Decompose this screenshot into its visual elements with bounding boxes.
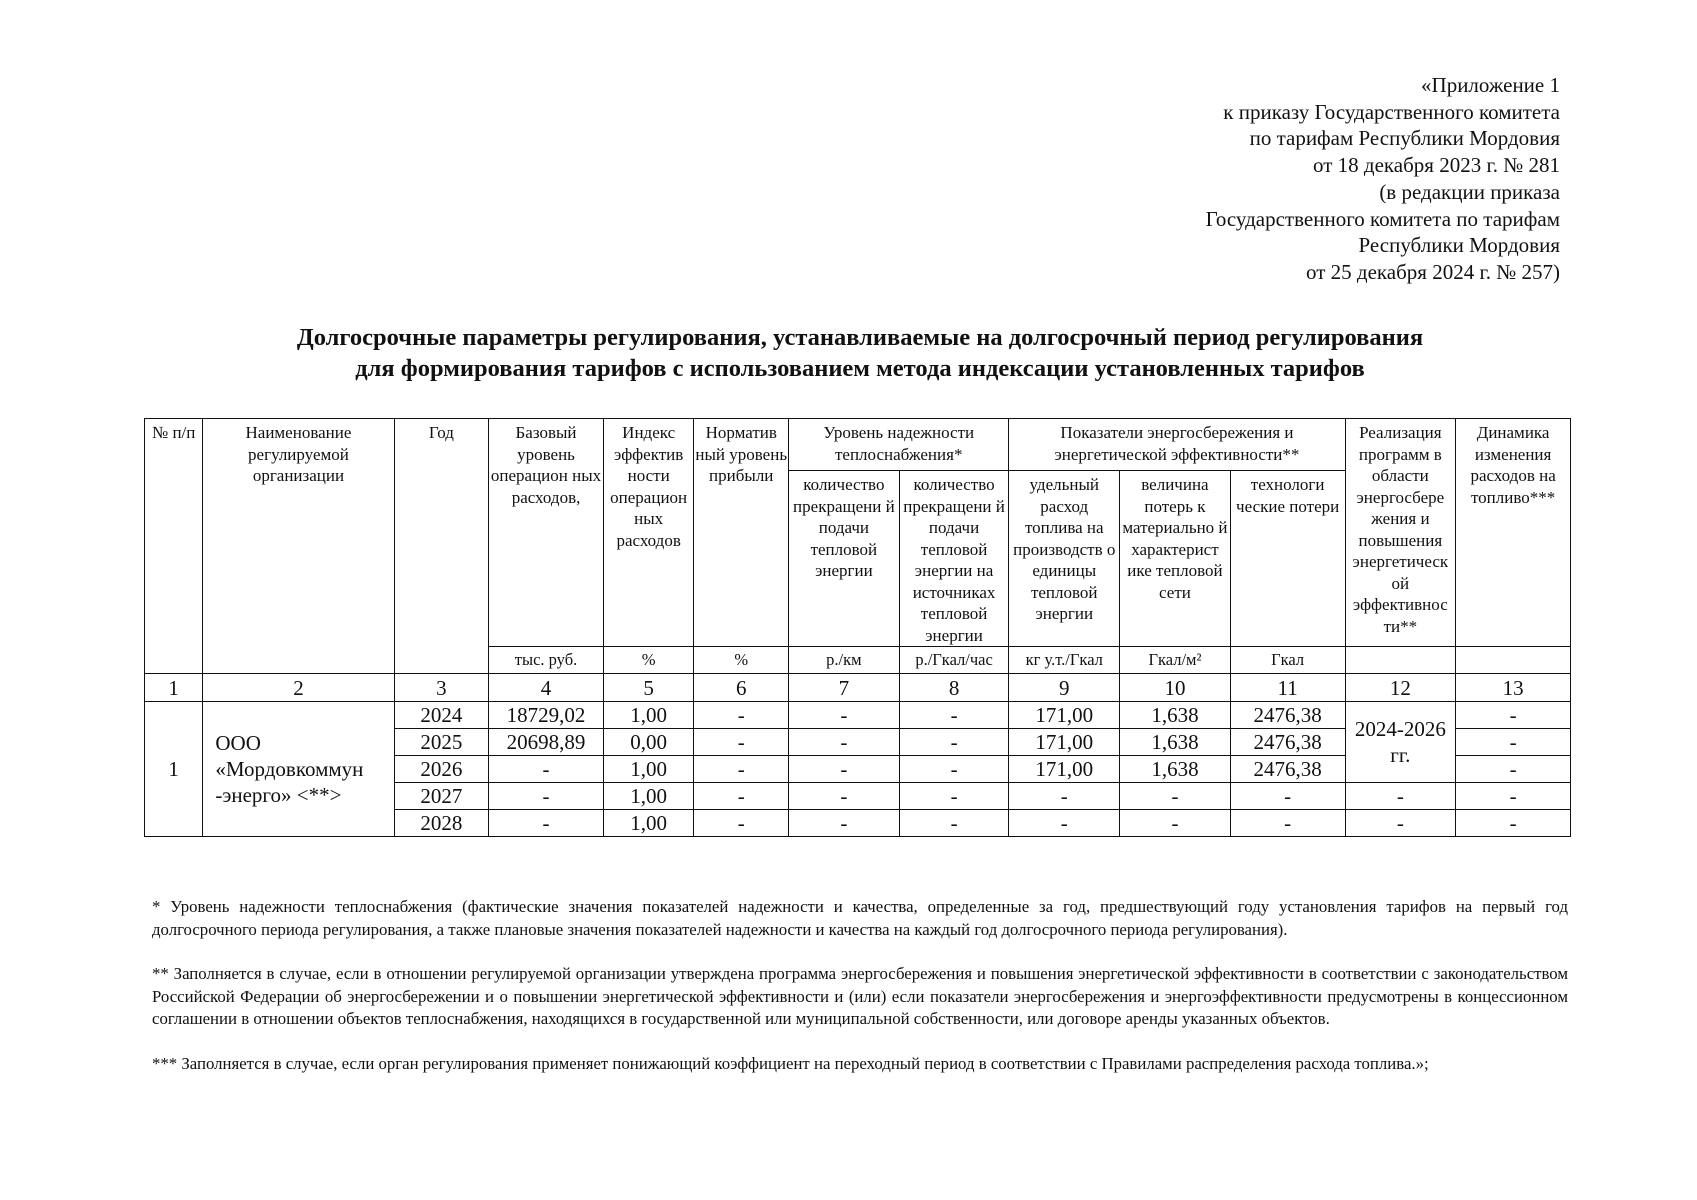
cell-efficiency-index: 0,00 <box>603 729 694 756</box>
cell-specific-fuel: - <box>1009 810 1120 837</box>
header-tech-losses: технологи ческие потери <box>1230 471 1345 647</box>
column-number: 10 <box>1120 674 1231 702</box>
cell-programs: - <box>1345 783 1456 810</box>
footnote-reliability: * Уровень надежности теплоснабжения (фактические значения показателей надежности и качества, определенные за год, предшествующий году установления тарифов на первый год долгосрочного периода регулирования, а также плановые значения показателей надежности и качества на каждый год долгосрочного периода регулирования). <box>152 897 1568 939</box>
cell-specific-fuel: - <box>1009 783 1120 810</box>
cell-losses-ratio: - <box>1120 783 1231 810</box>
title-line-2: для формирования тарифов с использованием метода индексации установленных тарифов <box>355 355 1365 382</box>
header-losses-ratio: величина потерь к материально й характерист ике тепловой сети <box>1120 471 1231 647</box>
cell-year: 2028 <box>394 810 489 837</box>
document-title <box>140 322 1580 384</box>
unit-cell: Гкал/м² <box>1120 647 1231 674</box>
cell-efficiency-index: 1,00 <box>603 702 694 729</box>
header-profit: Норматив ный уровень прибыли <box>694 419 789 647</box>
column-number: 9 <box>1009 674 1120 702</box>
header-base-opex: Базовый уровень операцион ных расходов, <box>489 419 604 647</box>
cell-year: 2025 <box>394 729 489 756</box>
footnote-energy-saving: ** Заполняется в случае, если в отношении регулируемой организации утверждена программа энергосбережения и повышения энергетической эффективности в соответствии с законодательством Российской Федерации об энергосбережении и о повышении энергетической эффективности и (или) если показатели энергосбережения и энергоэффективности предусмотрены в концессионном соглашении в отношении объектов теплоснабжения, находящихся в государственной или муниципальной собственности, или договоре аренды указанных объектов. <box>152 964 1568 1028</box>
column-number: 2 <box>203 674 394 702</box>
header-specific-fuel: удельный расход топлива на производств о единицы тепловой энергии <box>1009 471 1120 647</box>
cell-fuel-dynamics: - <box>1456 729 1571 756</box>
header-reliability: Уровень надежности теплоснабжения* <box>789 419 1009 471</box>
cell-fuel-dynamics: - <box>1456 783 1571 810</box>
column-number: 13 <box>1456 674 1571 702</box>
appendix-line: по тарифам Республики Мордовия <box>1249 126 1560 151</box>
footnote-fuel: *** Заполняется в случае, если орган регулирования применяет понижающий коэффициент на переходный период в соответствии с Правилами распределения расхода топлива.»; <box>152 1053 1429 1073</box>
column-number: 5 <box>603 674 694 702</box>
cell-specific-fuel: 171,00 <box>1009 756 1120 783</box>
cell-outages-sources: - <box>899 783 1009 810</box>
cell-losses-ratio: 1,638 <box>1120 702 1231 729</box>
unit-cell-empty <box>1345 647 1456 674</box>
appendix-line: от 25 декабря 2024 г. № 257) <box>1306 259 1560 284</box>
column-number: 3 <box>394 674 489 702</box>
unit-cell: Гкал <box>1230 647 1345 674</box>
cell-profit: - <box>694 756 789 783</box>
column-number: 6 <box>694 674 789 702</box>
cell-outages: - <box>789 729 900 756</box>
column-number: 4 <box>489 674 604 702</box>
appendix-line: Республики Мордовия <box>1358 233 1560 258</box>
column-number: 11 <box>1230 674 1345 702</box>
cell-profit: - <box>694 783 789 810</box>
cell-tech-losses: - <box>1230 783 1345 810</box>
cell-outages: - <box>789 810 900 837</box>
column-number: 12 <box>1345 674 1456 702</box>
cell-efficiency-index: 1,00 <box>603 810 694 837</box>
unit-cell: тыс. руб. <box>489 647 604 674</box>
unit-cell: кг у.т./Гкал <box>1009 647 1120 674</box>
cell-losses-ratio: - <box>1120 810 1231 837</box>
cell-efficiency-index: 1,00 <box>603 756 694 783</box>
header-organization: Наименование регулируемой организации <box>203 419 394 674</box>
cell-outages: - <box>789 783 900 810</box>
cell-programs: - <box>1345 810 1456 837</box>
cell-base-opex: 18729,02 <box>489 702 604 729</box>
appendix-line: Государственного комитета по тарифам <box>1205 206 1560 231</box>
cell-year: 2026 <box>394 756 489 783</box>
header-num: № п/п <box>145 419 203 674</box>
cell-losses-ratio: 1,638 <box>1120 756 1231 783</box>
cell-base-opex: - <box>489 783 604 810</box>
title-line-1: Долгосрочные параметры регулирования, устанавливаемые на долгосрочный период регулирования <box>296 324 1424 351</box>
header-efficiency-index: Индекс эффектив ности операцион ных расходов <box>603 419 694 647</box>
unit-cell-empty <box>1456 647 1571 674</box>
cell-profit: - <box>694 810 789 837</box>
header-outages-sources: количество прекращени й подачи тепловой энергии на источниках тепловой энергии <box>899 471 1009 647</box>
cell-year: 2024 <box>394 702 489 729</box>
unit-cell: % <box>603 647 694 674</box>
cell-base-opex: - <box>489 756 604 783</box>
appendix-header <box>1050 72 1560 286</box>
table-row <box>145 702 1571 729</box>
cell-profit: - <box>694 729 789 756</box>
cell-outages-sources: - <box>899 729 1009 756</box>
cell-year: 2027 <box>394 783 489 810</box>
header-year: Год <box>394 419 489 674</box>
cell-fuel-dynamics: - <box>1456 810 1571 837</box>
header-outages: количество прекращени й подачи тепловой энергии <box>789 471 900 647</box>
cell-tech-losses: - <box>1230 810 1345 837</box>
cell-outages-sources: - <box>899 810 1009 837</box>
column-number: 8 <box>899 674 1009 702</box>
cell-outages: - <box>789 756 900 783</box>
cell-outages: - <box>789 702 900 729</box>
cell-fuel-dynamics: - <box>1456 756 1571 783</box>
cell-tech-losses: 2476,38 <box>1230 702 1345 729</box>
cell-tech-losses: 2476,38 <box>1230 756 1345 783</box>
footnotes <box>152 896 1568 1097</box>
cell-fuel-dynamics: - <box>1456 702 1571 729</box>
appendix-line: «Приложение 1 <box>1421 73 1560 97</box>
parameters-table <box>144 418 1571 837</box>
header-energy-saving: Показатели энергосбережения и энергетической эффективности** <box>1009 419 1345 471</box>
unit-cell: % <box>694 647 789 674</box>
cell-base-opex: - <box>489 810 604 837</box>
header-fuel-dynamics: Динамика изменения расходов на топливо*** <box>1456 419 1571 647</box>
cell-outages-sources: - <box>899 756 1009 783</box>
cell-outages-sources: - <box>899 702 1009 729</box>
row-number: 1 <box>145 702 203 837</box>
appendix-line: (в редакции приказа <box>1379 179 1560 204</box>
header-programs: Реализация программ в области энергосбере жения и повышения энергетическ ой эффективнос ти** <box>1345 419 1456 647</box>
organization-name: ООО «Мордовкоммун -энерго» <**> <box>203 702 394 837</box>
unit-cell: р./Гкал/час <box>899 647 1009 674</box>
column-number: 1 <box>145 674 203 702</box>
unit-cell: р./км <box>789 647 900 674</box>
cell-specific-fuel: 171,00 <box>1009 729 1120 756</box>
cell-base-opex: 20698,89 <box>489 729 604 756</box>
program-period: 2024-2026 гг. <box>1345 702 1456 783</box>
cell-specific-fuel: 171,00 <box>1009 702 1120 729</box>
cell-tech-losses: 2476,38 <box>1230 729 1345 756</box>
appendix-line: от 18 декабря 2023 г. № 281 <box>1313 153 1560 178</box>
appendix-line: к приказу Государственного комитета <box>1223 99 1560 124</box>
cell-efficiency-index: 1,00 <box>603 783 694 810</box>
column-number: 7 <box>789 674 900 702</box>
cell-profit: - <box>694 702 789 729</box>
cell-losses-ratio: 1,638 <box>1120 729 1231 756</box>
